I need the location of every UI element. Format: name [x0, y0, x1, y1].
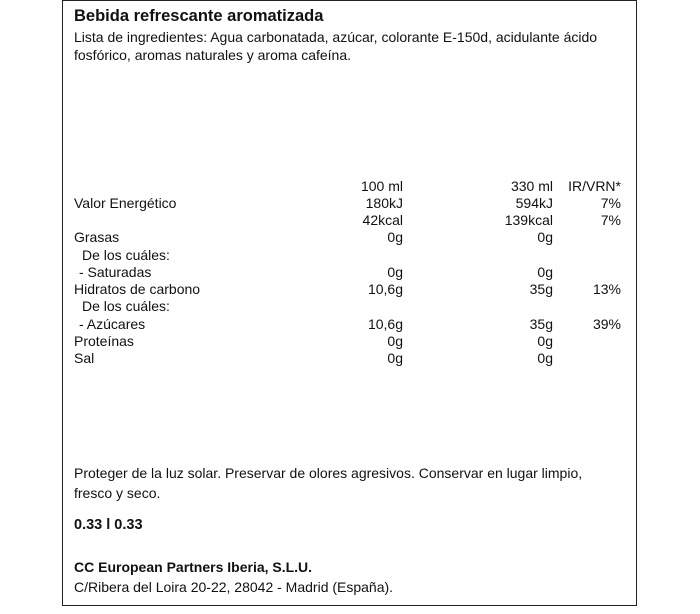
sugars-100: 10,6g [367, 316, 403, 332]
salt-330: 0g [537, 350, 553, 366]
sugars-label: - Azúcares [79, 316, 146, 332]
protein-100: 0g [387, 333, 403, 349]
company-name: CC European Partners Iberia, S.L.U. [74, 559, 313, 575]
salt-100: 0g [387, 350, 403, 366]
fat-100: 0g [387, 229, 403, 245]
header-330ml: 330 ml [510, 178, 553, 194]
product-title: Bebida refrescante aromatizada [74, 7, 324, 25]
company-address: C/Ribera del Loira 20-22, 28042 - Madrid (España). [74, 579, 394, 595]
of-which-label: De los cuáles: [82, 247, 170, 263]
product-label [62, 0, 637, 606]
carbs-label: Hidratos de carbono [74, 281, 201, 297]
header-100ml: 100 ml [360, 178, 403, 194]
protein-330: 0g [537, 333, 553, 349]
carbs-100: 10,6g [367, 281, 403, 297]
energy-kj-100: 180kJ [365, 195, 403, 211]
carbs-330: 35g [529, 281, 553, 297]
protein-label: Proteínas [74, 333, 134, 349]
fat-330: 0g [537, 229, 553, 245]
net-quantity: 0.33 l 0.33 [74, 517, 143, 533]
fat-label: Grasas [74, 229, 120, 245]
energy-label: Valor Energético [74, 195, 177, 211]
saturated-330: 0g [537, 264, 553, 280]
of-which-label: De los cuáles: [82, 298, 170, 314]
saturated-100: 0g [387, 264, 403, 280]
energy-kj-ri: 7% [600, 195, 621, 211]
energy-kcal-100: 42kcal [362, 212, 403, 228]
saturated-label: - Saturadas [79, 264, 152, 280]
ingredients-list: Lista de ingredientes: Agua carbonatada, azúcar, colorante E-150d, acidulante ácido fosfórico, aromas naturales y aroma cafeína. [74, 29, 598, 63]
energy-kcal-330: 139kcal [504, 212, 553, 228]
salt-label: Sal [74, 350, 95, 366]
sugars-330: 35g [529, 316, 553, 332]
carbs-ri: 13% [592, 281, 621, 297]
header-ir: IR/VRN* [568, 178, 621, 194]
sugars-ri: 39% [592, 316, 621, 332]
energy-kcal-ri: 7% [600, 212, 621, 228]
storage-instructions: Proteger de la luz solar. Preservar de olores agresivos. Conservar en lugar limpio, fresco y seco. [74, 465, 583, 501]
energy-kj-330: 594kJ [515, 195, 553, 211]
